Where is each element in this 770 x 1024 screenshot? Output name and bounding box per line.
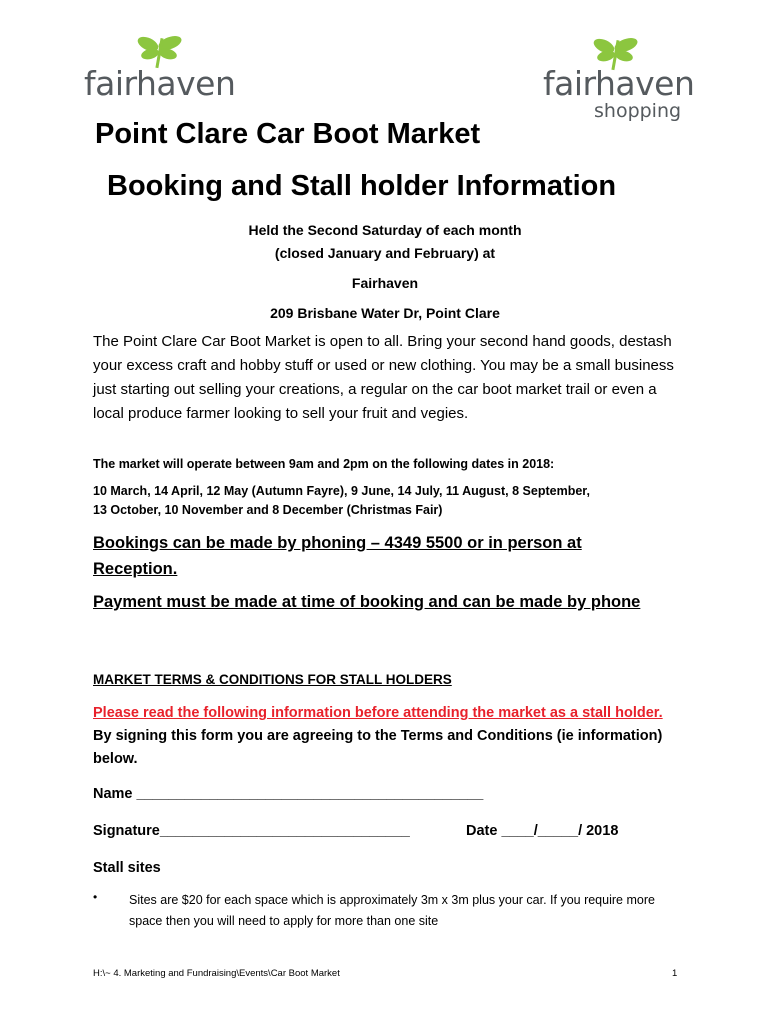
bookings-notice: Bookings can be made by phoning – 4349 5500 or in person at Reception.	[93, 534, 582, 578]
logo-subtitle: shopping	[594, 100, 682, 122]
page-subtitle: Booking and Stall holder Information	[107, 170, 617, 202]
payment-notice: Payment must be made at time of booking and can be made by phone	[93, 593, 641, 611]
operating-hours: The market will operate between 9am and 2pm on the following dates in 2018:	[93, 457, 555, 471]
logo-wordmark: fairhaven	[543, 64, 695, 103]
terms-heading: MARKET TERMS & CONDITIONS FOR STALL HOLDERS	[93, 672, 452, 687]
venue-address: 209 Brisbane Water Dr, Point Clare	[270, 305, 500, 321]
name-field[interactable]: Name ___________________________________________	[93, 786, 484, 802]
read-warning: Please read the following information before attending the market as a stall holder.	[93, 705, 663, 721]
page-title: Point Clare Car Boot Market	[95, 118, 481, 150]
venue-name: Fairhaven	[351, 275, 419, 291]
fairhaven-shopping-logo	[540, 34, 695, 124]
bullet-icon: •	[93, 890, 98, 904]
terms-intro	[93, 702, 683, 771]
date-field[interactable]: Date ____/_____/ 2018	[466, 823, 619, 839]
footer-file-path: H:\~ 4. Marketing and Fundraising\Events\Car Boot Market	[93, 968, 340, 979]
agreement-text: By signing this form you are agreeing to the Terms and Conditions (ie information) below.	[93, 728, 663, 767]
page-number: 1	[672, 968, 678, 979]
held-line-2: (closed January and February) at	[274, 245, 496, 261]
intro-paragraph: The Point Clare Car Boot Market is open to all. Bring your second hand goods, destash your excess craft and hobby stuff or used or new clothing. You may be a small business just starting out selling your creations, a regular on the car boot market trail or even a local produce farmer looking to sell your fruit and vegies.	[93, 333, 674, 422]
logo-wordmark: fairhaven	[84, 64, 236, 103]
held-line-1: Held the Second Saturday of each month	[248, 222, 522, 238]
market-dates	[93, 482, 693, 520]
dates-line-1: 10 March, 14 April, 12 May (Autumn Fayre), 9 June, 14 July, 11 August, 8 September,	[93, 484, 590, 498]
signature-field[interactable]: Signature_______________________________	[93, 823, 410, 839]
dates-line-2: 13 October, 10 November and 8 December (Christmas Fair)	[93, 503, 443, 517]
stall-sites-heading: Stall sites	[93, 860, 161, 876]
fairhaven-logo	[84, 34, 234, 104]
stall-price-text: Sites are $20 for each space which is approximately 3m x 3m plus your car. If you require more space then you will need to apply for more than one site	[129, 893, 655, 928]
